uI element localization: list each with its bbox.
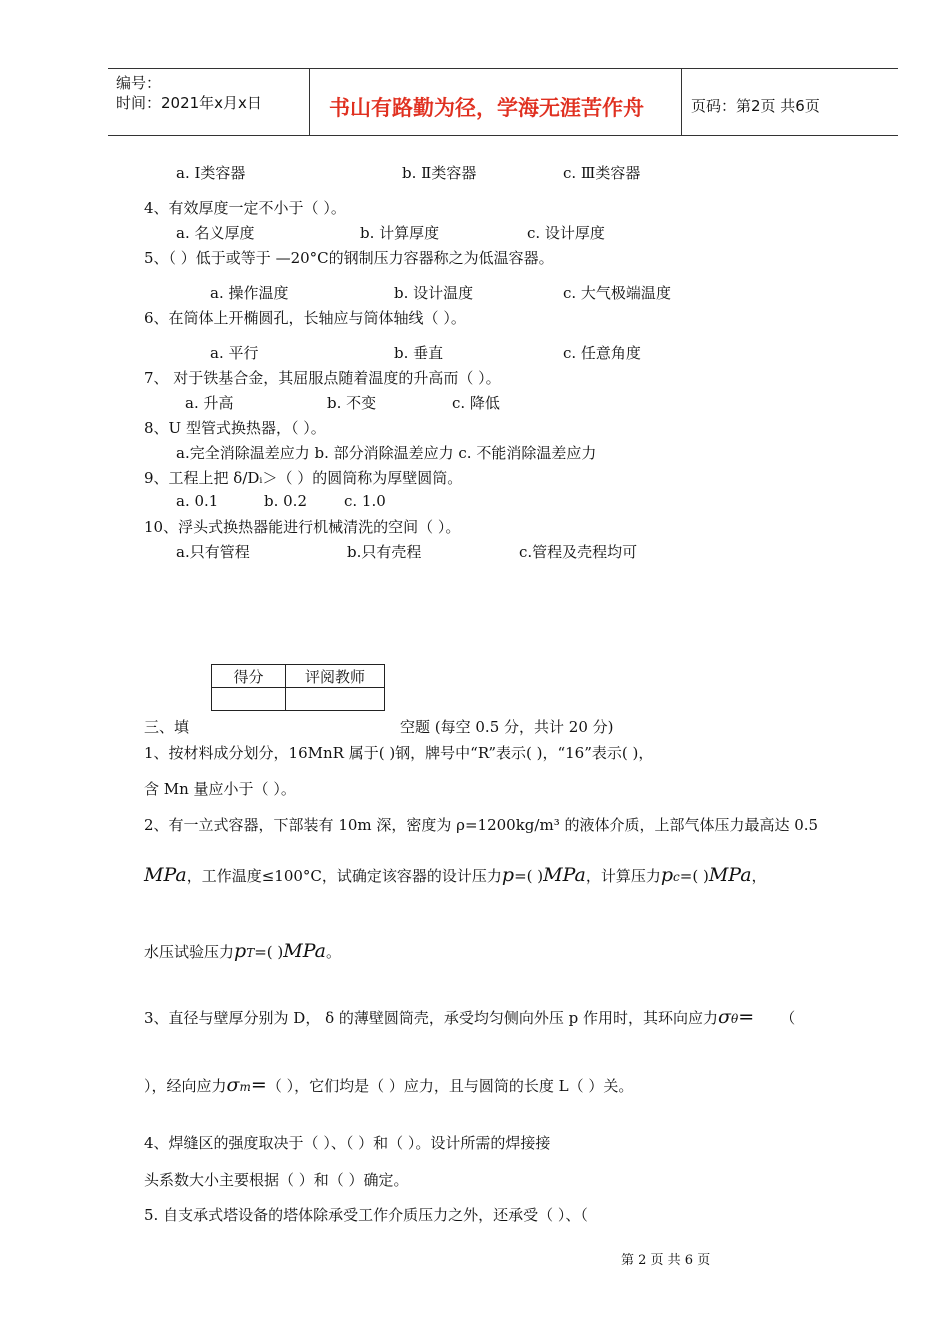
- equals-sign: =: [738, 1006, 755, 1028]
- q2-comma: ，: [751, 867, 767, 885]
- serial-label: 编号：: [116, 74, 162, 92]
- q9-option-c: c. 1.0: [344, 492, 386, 510]
- q3-option-c: c. Ⅲ类容器: [563, 164, 641, 182]
- equals-sign: =: [250, 1074, 267, 1096]
- symbol-sigma-m: σ: [226, 1074, 240, 1096]
- header-motto: 书山有路勤为径，学海无涯苦作舟: [329, 96, 644, 120]
- question-6: 6、在筒体上开椭圆孔，长轴应与筒体轴线（ ）。: [144, 309, 466, 327]
- question-4: 4、有效厚度一定不小于（ ）。: [144, 199, 346, 217]
- score-header: 得分: [212, 665, 286, 688]
- q3-option-b: b. Ⅱ类容器: [402, 164, 477, 182]
- section3-title-right: 空题 (每空 0.5 分，共计 20 分): [400, 718, 614, 736]
- section3-title-left: 三、填: [144, 718, 190, 736]
- grader-header: 评阅教师: [286, 665, 385, 688]
- fill-q3-line2: [144, 1074, 633, 1096]
- header-page-info: 页码：第2页 共6页: [691, 97, 820, 115]
- q9-option-a: a. 0.1: [176, 492, 219, 510]
- q4-option-b: b. 计算厚度: [360, 224, 440, 242]
- symbol-m-sub: m: [239, 1080, 251, 1094]
- q6-option-b: b. 垂直: [394, 344, 444, 362]
- q7-option-c: c. 降低: [452, 394, 500, 412]
- fill-q2-line2: [144, 864, 767, 886]
- q8-options: a.完全消除温差应力 b. 部分消除温差应力 c. 不能消除温差应力: [176, 444, 597, 462]
- question-7: 7、 对于铁基合金，其屈服点随着温度的升高而（ ）。: [144, 369, 501, 387]
- header-divider-right: [681, 69, 682, 136]
- fill-q3-line1: [144, 1006, 795, 1028]
- unit-mpa: MPa: [708, 864, 752, 886]
- q10-option-a: a.只有管程: [176, 543, 250, 561]
- date-label: 时间：2021年x月x日: [116, 94, 262, 112]
- q7-option-b: b. 不变: [327, 394, 377, 412]
- unit-mpa: MPa: [543, 864, 586, 886]
- q5-option-c: c. 大气极端温度: [563, 284, 671, 302]
- fill-q5-line1: 5. 自支承式塔设备的塔体除承受工作介质压力之外，还承受（ ）、（: [144, 1206, 588, 1224]
- q2-blank-c: =( ): [254, 943, 284, 961]
- fill-q4-line2: 头系数大小主要根据（ ）和（ ）确定。: [144, 1171, 409, 1189]
- fill-q1-line2: 含 Mn 量应小于（ ）。: [144, 780, 296, 798]
- q2-end: 。: [325, 943, 341, 961]
- header-bottom-rule: [108, 135, 898, 136]
- fill-q2-line3: [144, 940, 341, 962]
- question-8: 8、U 型管式换热器，（ ）。: [144, 419, 326, 437]
- q3-line2-b: （ ），它们均是（ ）应力，且与圆筒的长度 L（ ）关。: [266, 1077, 634, 1095]
- question-5: 5、（ ）低于或等于 —20°C的钢制压力容器称之为低温容器。: [144, 249, 554, 267]
- q2-line3-label: 水压试验压力: [144, 943, 235, 961]
- q3-line2-a: ），经向应力: [144, 1077, 227, 1095]
- symbol-pc-sub: c: [673, 870, 680, 884]
- fill-q2-line1: 2、有一立式容器，下部装有 10m 深，密度为 ρ=1200kg/m³ 的液体介质，上部气体压力最高达 0.5: [144, 816, 819, 834]
- score-table: [211, 664, 385, 711]
- q2-blank-b: =( ): [679, 867, 709, 885]
- q3-text: 3、直径与壁厚分别为 D， δ 的薄壁圆筒壳，承受均匀侧向外压 p 作用时，其环向应力: [144, 1009, 719, 1027]
- paren-open: （: [780, 1009, 796, 1027]
- symbol-pc: p: [660, 864, 674, 886]
- q2-text-a: ，工作温度≤100°C，试确定该容器的设计压力: [186, 867, 502, 885]
- q2-blank-a: =( ): [514, 867, 544, 885]
- symbol-p: p: [501, 864, 515, 886]
- q5-option-b: b. 设计温度: [394, 284, 474, 302]
- header-divider-left: [309, 69, 310, 136]
- symbol-pt-sub: T: [246, 946, 255, 960]
- unit-mpa: MPa: [283, 940, 326, 962]
- q9-option-b: b. 0.2: [264, 492, 307, 510]
- question-9: 9、工程上把 δ/Dᵢ＞（ ）的圆筒称为厚壁圆筒。: [144, 469, 463, 487]
- page-footer: 第 2 页 共 6 页: [621, 1253, 711, 1268]
- q4-option-c: c. 设计厚度: [527, 224, 605, 242]
- q6-option-a: a. 平行: [210, 344, 259, 362]
- symbol-theta-sub: θ: [731, 1012, 739, 1026]
- question-10: 10、浮头式换热器能进行机械清洗的空间（ ）。: [144, 518, 461, 536]
- score-cell[interactable]: [212, 688, 286, 711]
- q6-option-c: c. 任意角度: [563, 344, 641, 362]
- q10-option-c: c.管程及壳程均可: [519, 543, 638, 561]
- header-top-rule: [108, 68, 898, 69]
- q7-option-a: a. 升高: [185, 394, 234, 412]
- q5-option-a: a. 操作温度: [210, 284, 289, 302]
- q4-option-a: a. 名义厚度: [176, 224, 255, 242]
- fill-q1-line1: 1、按材料成分划分，16MnR 属于( )钢，牌号中“R”表示( )，“16”表示( )，: [144, 744, 654, 762]
- fill-q4-line1: 4、焊缝区的强度取决于（ ）、（ ）和（ ）。设计所需的焊接接: [144, 1134, 551, 1152]
- symbol-pt: p: [234, 940, 247, 962]
- q3-option-a: a. Ⅰ类容器: [176, 164, 246, 182]
- unit-mpa: MPa: [144, 864, 187, 886]
- q10-option-b: b.只有壳程: [347, 543, 422, 561]
- symbol-sigma-theta: σ: [718, 1006, 732, 1028]
- q2-text-b: ，计算压力: [585, 867, 661, 885]
- grader-cell[interactable]: [286, 688, 385, 711]
